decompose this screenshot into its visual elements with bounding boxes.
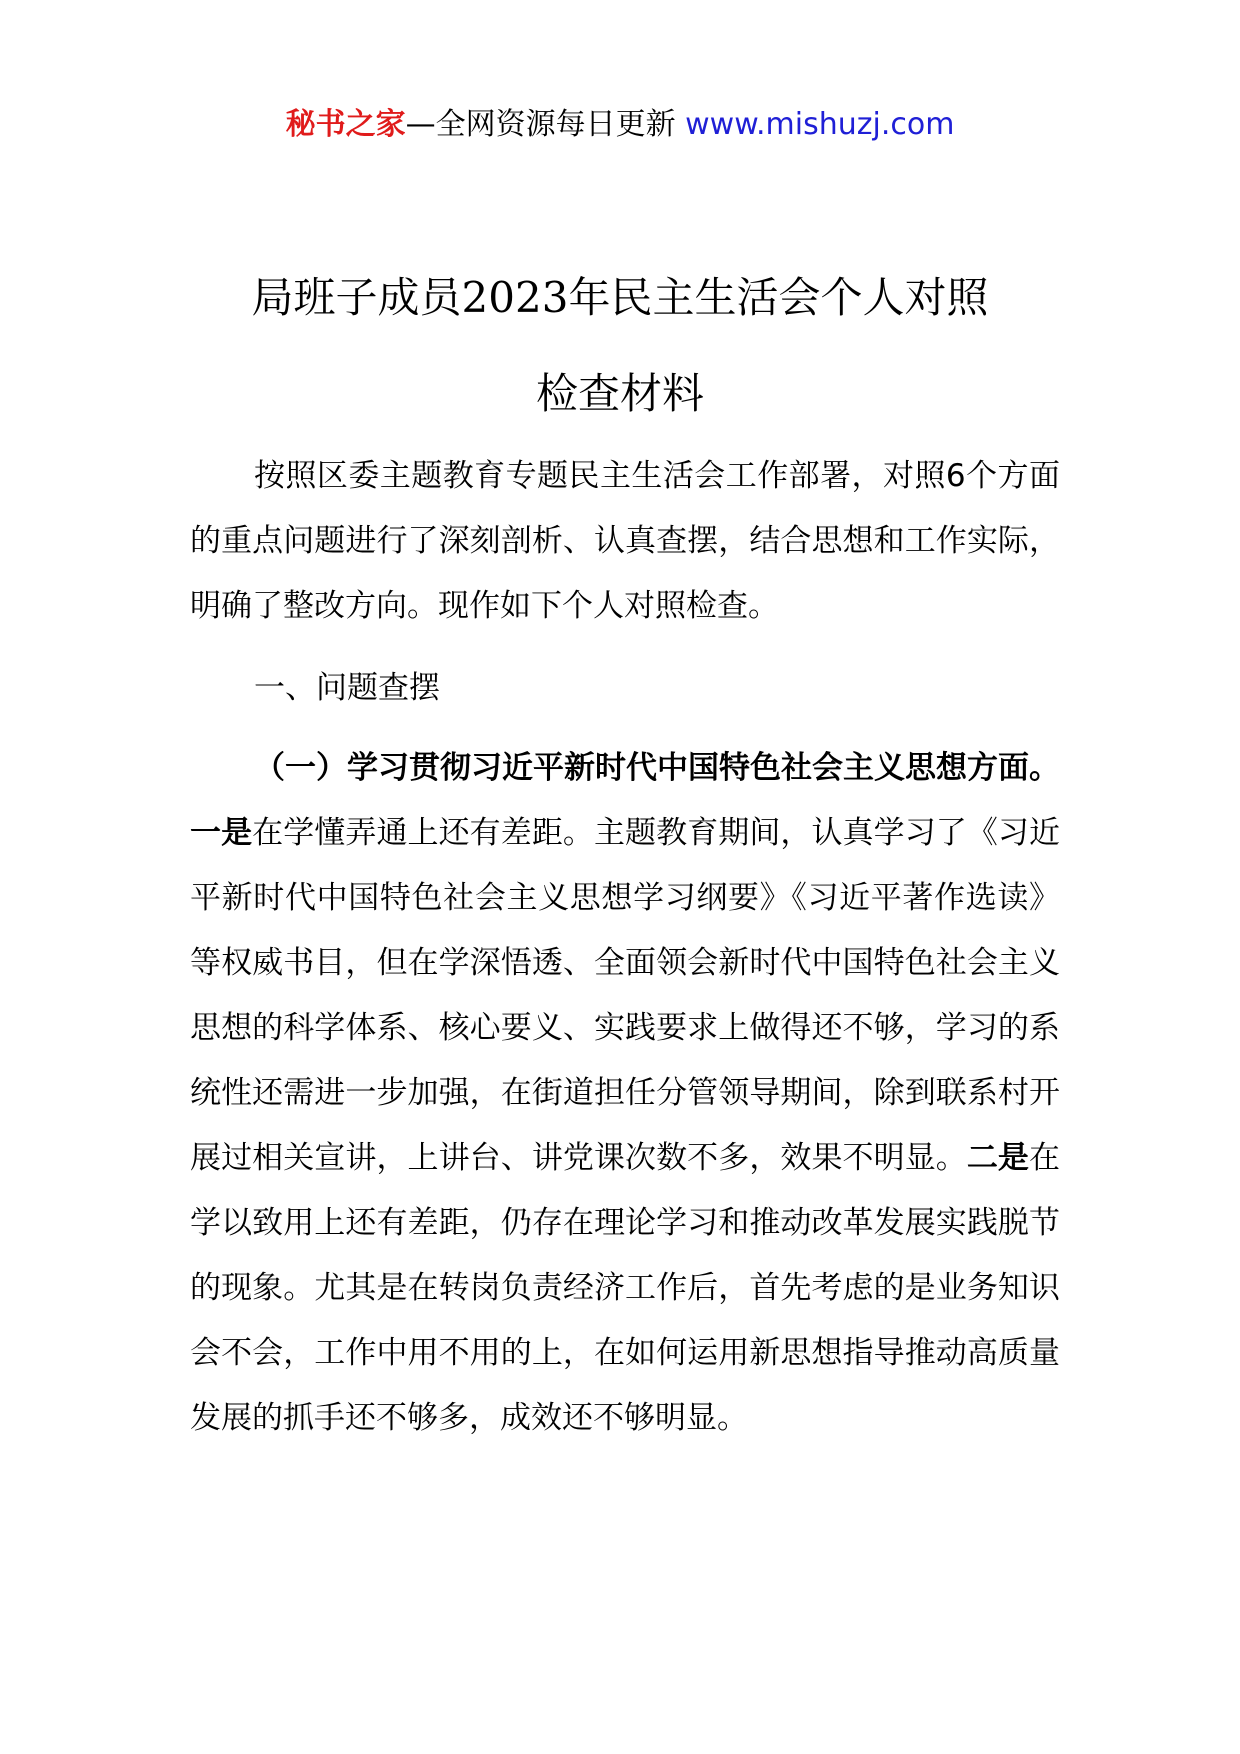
title-year: 2023 xyxy=(461,273,569,322)
site-url-link[interactable]: www.mishuzj.com xyxy=(685,107,955,142)
document-title xyxy=(190,250,1050,442)
document-body xyxy=(190,444,1060,1451)
section-heading: 一、问题查摆 xyxy=(254,670,440,706)
title-line-1 xyxy=(190,250,1050,346)
intro-paragraph: 按照区委主题教育专题民主生活会工作部署，对照6个方面的重点问题进行了深刻剖析、认真查摆，结合思想和工作实际，明确了整改方向。现作如下个人对照检查。 xyxy=(190,458,1060,624)
point-2-text: 在学以致用上还有差距，仍存在理论学习和推动改革发展实践脱节的现象。尤其是在转岗负责经济工作后，首先考虑的是业务知识会不会，工作中用不用的上，在如何运用新思想指导推动高质量发展的抓手还不够多，成效还不够明显。 xyxy=(190,1140,1061,1436)
brand-name: 秘书之家 xyxy=(285,107,406,142)
subsection-heading: （一）学习贯彻习近平新时代中国特色社会主义思想方面。 xyxy=(254,750,1060,786)
title-part-a: 局班子成员 xyxy=(251,273,462,322)
title-line-2: 检查材料 xyxy=(535,369,704,418)
point-1-text: 在学懂弄通上还有差距。主题教育期间，认真学习了《习近平新时代中国特色社会主义思想学习纲要》《习近平著作选读》等权威书目，但在学深悟透、全面领会新时代中国特色社会主义思想的科学体系、核心要义、实践要求上做得还不够，学习的系统性还需进一步加强，在街道担任分管领导期间，除到联系村开展过相关宣讲，上讲台、讲党课次数不多，效果不明显。 xyxy=(190,815,1061,1176)
point-1-label: 一是 xyxy=(190,815,253,851)
title-part-b: 年民主生活会个人对照 xyxy=(568,273,989,322)
site-header xyxy=(0,100,1240,150)
subsection-paragraph xyxy=(190,736,1060,1451)
header-tagline: —全网资源每日更新 xyxy=(405,107,676,142)
point-2-label: 二是 xyxy=(966,1140,1030,1176)
